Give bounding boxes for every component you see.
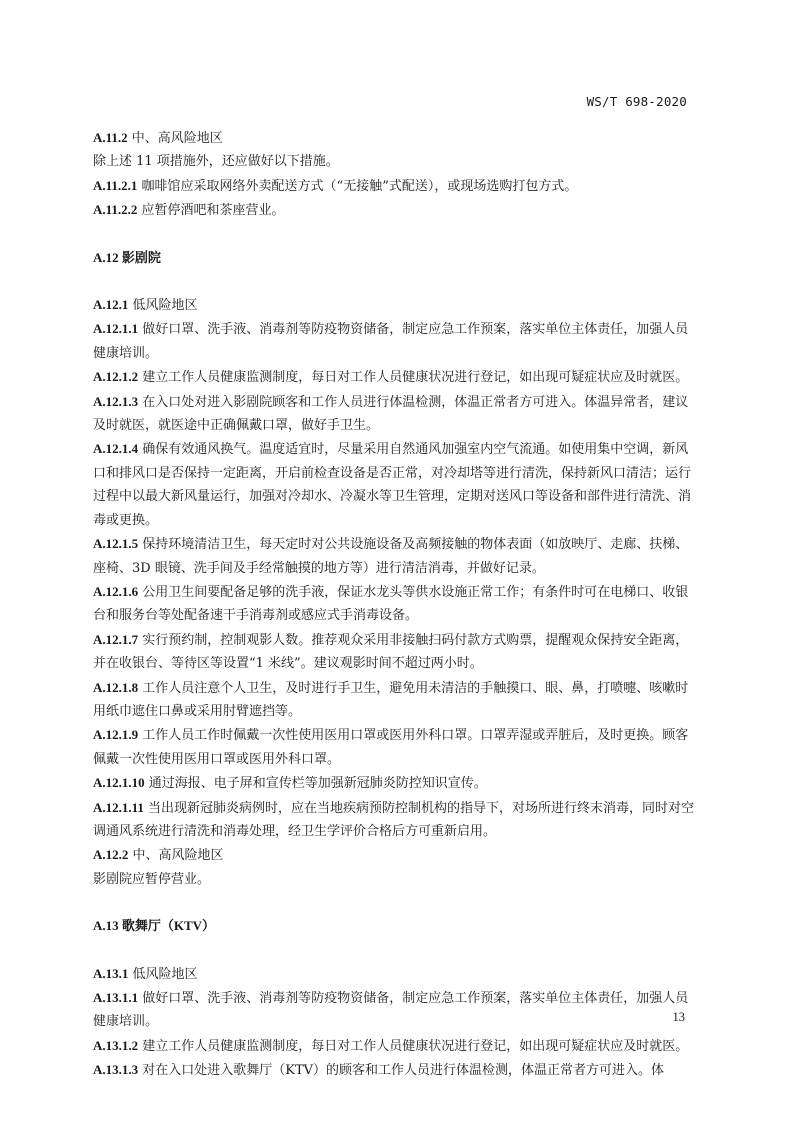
clause-text: 工作人员工作时佩戴一次性使用医用口罩或医用外科口罩。口罩弄湿或弄脏后，及时更换。顾客佩戴一次性使用医用口罩或医用外科口罩。: [93, 728, 689, 767]
clause-text: 低风险地区: [128, 298, 198, 314]
clause-paragraph: [93, 676, 699, 724]
clause-paragraph: [93, 365, 699, 389]
page-number: 13: [672, 1010, 685, 1024]
subsection-heading: [93, 293, 699, 317]
clause-number: A.12: [93, 249, 119, 265]
clause-number: A.12.1.9: [93, 727, 139, 743]
clause-paragraph: [93, 580, 699, 628]
clause-text: 确保有效通风换气。温度适宜时，尽量采用自然通风加强室内空气流通。如使用集中空调，新风口和排风口是否保持一定距离，开启前检查设备是否正常，对冷却塔等进行清洗，保持新风口清洁；运行过程中以最大新风量运行，加强对冷却水、冷凝水等卫生管理，定期对送风口等设备和部件进行清洗、消毒或更换。: [93, 442, 692, 528]
section-gap: [93, 270, 699, 293]
clause-text: 对在入口处进入歌舞厅（KTV）的顾客和工作人员进行体温检测，体温正常者方可进入。体: [138, 1063, 665, 1079]
clause-paragraph: [93, 437, 699, 532]
clause-number: A.11.2: [93, 130, 128, 145]
body-paragraph: [93, 150, 699, 173]
body-paragraph: [93, 868, 699, 891]
clause-number: A.12.1.11: [93, 799, 144, 815]
document-body: [93, 126, 699, 1083]
clause-number: A.12.1.4: [93, 441, 139, 457]
clause-text: 歌舞厅（KTV）: [118, 918, 216, 934]
clause-text: 低风险地区: [128, 966, 198, 982]
clause-text: 咖啡馆应采取网络外卖配送方式（“无接触”式配送），或现场选购打包方式。: [137, 178, 578, 194]
clause-number: A.12.1.2: [93, 369, 139, 385]
clause-paragraph: [93, 390, 699, 438]
clause-number: A.12.1.1: [93, 321, 139, 337]
clause-paragraph: [93, 198, 699, 222]
clause-text: 做好口罩、洗手液、消毒剂等防疫物资储备，制定应急工作预案，落实单位主体责任，加强人员健康培训。: [93, 322, 689, 361]
subsection-heading: [93, 962, 699, 986]
clause-paragraph: [93, 1058, 699, 1082]
section-gap: [93, 891, 699, 914]
clause-paragraph: [93, 317, 699, 365]
clause-paragraph: [93, 986, 699, 1034]
clause-text: 工作人员注意个人卫生，及时进行手卫生，避免用未清洁的手触摸口、眼、鼻，打喷嚏、咳嗽时用纸巾遮住口鼻或采用肘臂遮挡等。: [93, 680, 689, 719]
clause-number: A.13.1.2: [93, 1037, 139, 1053]
clause-paragraph: [93, 532, 699, 580]
clause-text: 中、高风险地区: [128, 848, 224, 864]
subsection-heading: [93, 843, 699, 867]
clause-number: A.12.1.8: [93, 679, 139, 695]
clause-number: A.11.2.2: [93, 202, 138, 218]
clause-text: 通过海报、电子屏和宣传栏等加强新冠肺炎防控知识宣传。: [144, 776, 487, 792]
clause-text: 影剧院应暂停营业。: [93, 871, 211, 887]
clause-paragraph: [93, 723, 699, 771]
clause-text: 中、高风险地区: [127, 131, 223, 146]
clause-number: A.12.1.10: [93, 775, 145, 791]
clause-text: 建立工作人员健康监测制度，每日对工作人员健康状况进行登记，如出现可疑症状应及时就医。: [138, 370, 689, 386]
clause-text: 应暂停酒吧和茶座营业。: [137, 203, 285, 219]
clause-text: 实行预约制，控制观影人数。推荐观众采用非接触扫码付款方式购票，提醒观众保持安全距离，并在收银台、等待区等设置“1 米线”。建议观影时间不超过两小时。: [93, 632, 689, 672]
clause-number: A.12.1: [93, 297, 129, 313]
clause-number: A.12.1.6: [93, 583, 139, 599]
section-heading: [93, 914, 699, 938]
clause-number: A.12.2: [93, 847, 129, 863]
clause-text: 保持环境清洁卫生，每天定时对公共设施设备及高频接触的物体表面（如放映厅、走廊、扶梯、座椅、3D 眼镜、洗手间及手经常触摸的地方等）进行清洁消毒，并做好记录。: [93, 537, 689, 576]
section-gap: [93, 939, 699, 962]
clause-text: 除上述 11 项措施外，还应做好以下措施。: [93, 154, 339, 170]
section-gap: [93, 223, 699, 246]
clause-text: 在入口处对进入影剧院顾客和工作人员进行体温检测，体温正常者方可进入。体温异常者，建议及时就医，就医途中正确佩戴口罩，做好手卫生。: [93, 394, 689, 434]
clause-number: A.13.1: [93, 965, 129, 981]
subsection-heading: [93, 126, 699, 150]
clause-paragraph: [93, 1034, 699, 1058]
clause-number: A.13.1.1: [93, 990, 139, 1005]
clause-number: A.12.1.3: [93, 393, 139, 409]
clause-text: 建立工作人员健康监测制度，每日对工作人员健康状况进行登记，如出现可疑症状应及时就医。: [138, 1038, 689, 1054]
clause-number: A.11.2.1: [93, 177, 138, 193]
section-heading: [93, 246, 699, 270]
clause-paragraph: [93, 796, 699, 844]
clause-text: 公用卫生间要配备足够的洗手液，保证水龙头等供水设施正常工作；有条件时可在电梯口、收银台和服务台等处配备速干手消毒剂或感应式手消毒设备。: [93, 584, 689, 624]
clause-text: 当出现新冠肺炎病例时，应在当地疾病预防控制机构的指导下，对场所进行终末消毒，同时对空调通风系统进行清洗和消毒处理，经卫生学评价合格后方可重新启用。: [93, 800, 695, 839]
clause-number: A.12.1.7: [93, 631, 139, 647]
clause-number: A.12.1.5: [93, 536, 139, 552]
clause-text: 影剧院: [118, 249, 161, 265]
clause-paragraph: [93, 174, 699, 198]
clause-paragraph: [93, 628, 699, 676]
clause-paragraph: [93, 771, 699, 795]
clause-number: A.13.1.3: [93, 1062, 139, 1078]
document-code: WS/T 698-2020: [586, 94, 687, 109]
clause-text: 做好口罩、洗手液、消毒剂等防疫物资储备，制定应急工作预案，落实单位主体责任，加强人员健康培训。: [93, 991, 689, 1030]
clause-number: A.13: [93, 918, 119, 934]
